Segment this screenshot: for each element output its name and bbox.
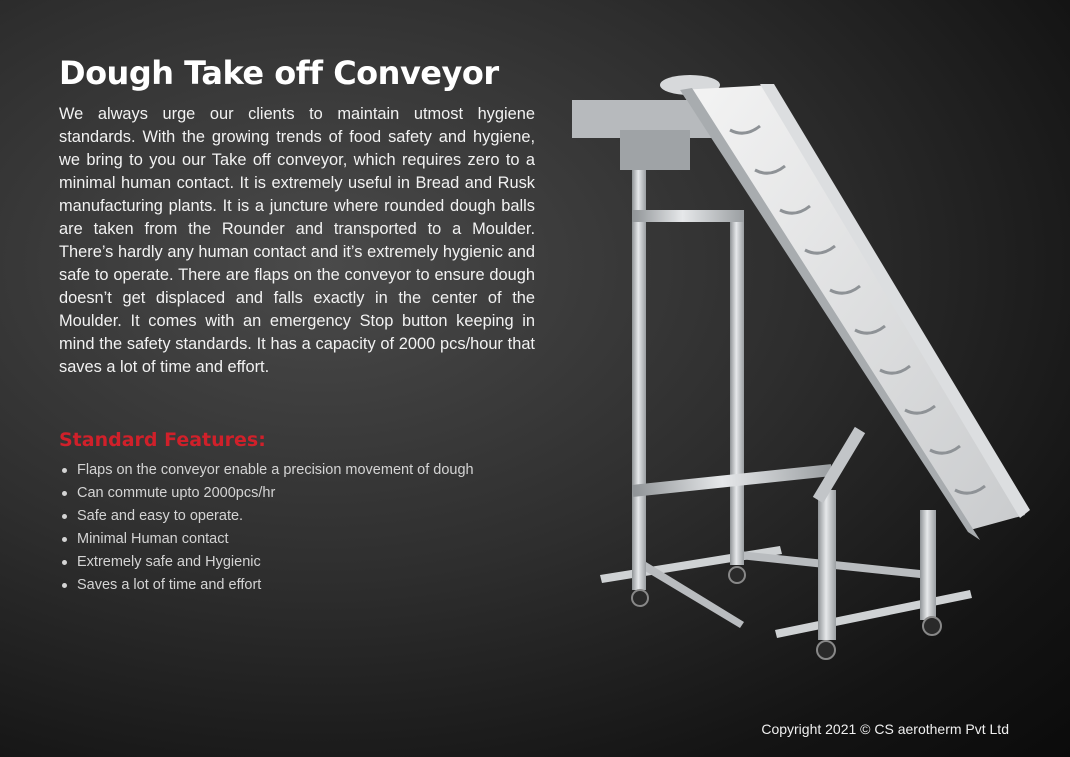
features-list (59, 459, 474, 597)
feature-item (59, 551, 474, 574)
feature-text: Extremely safe and Hygienic (77, 554, 261, 570)
feature-text: Flaps on the conveyor enable a precision movement of dough (77, 462, 474, 478)
bullet-icon (62, 583, 67, 588)
conveyor-machine-image (560, 70, 1060, 680)
feature-text: Minimal Human contact (77, 531, 229, 547)
feature-item (59, 459, 474, 482)
feature-text: Safe and easy to operate. (77, 508, 244, 524)
bullet-icon (62, 537, 67, 542)
product-description: We always urge our clients to maintain utmost hygiene standards. With the growing trends of food safety and hygiene, we bring to you our Take off conveyor, which requires zero to a minimal human contact. It is extremely useful in Bread and Rusk manufacturing plants. It is a juncture where rounded dough balls are taken from the Rounder and transported to a Moulder. There’s hardly any human contact and it’s extremely hygienic and safe to operate. There are flaps on the conveyor to ensure dough doesn’t get displaced and falls exactly in the center of the Moulder. It comes with an emergency Stop button keeping in mind the safety standards. It has a capacity of 2000 pcs/hour that saves a lot of time and effort. (59, 105, 535, 376)
bullet-icon (62, 514, 67, 519)
feature-text: Can commute upto 2000pcs/hr (77, 485, 276, 501)
feature-item (59, 482, 474, 505)
feature-item (59, 574, 474, 597)
copyright-notice: Copyright 2021 © CS aerotherm Pvt Ltd (761, 721, 1009, 737)
feature-text: Saves a lot of time and effort (77, 577, 262, 593)
feature-item (59, 528, 474, 551)
bullet-icon (62, 560, 67, 565)
feature-item (59, 505, 474, 528)
page-title: Dough Take off Conveyor (59, 54, 499, 92)
features-heading: Standard Features: (59, 429, 266, 451)
bullet-icon (62, 468, 67, 473)
bullet-icon (62, 491, 67, 496)
